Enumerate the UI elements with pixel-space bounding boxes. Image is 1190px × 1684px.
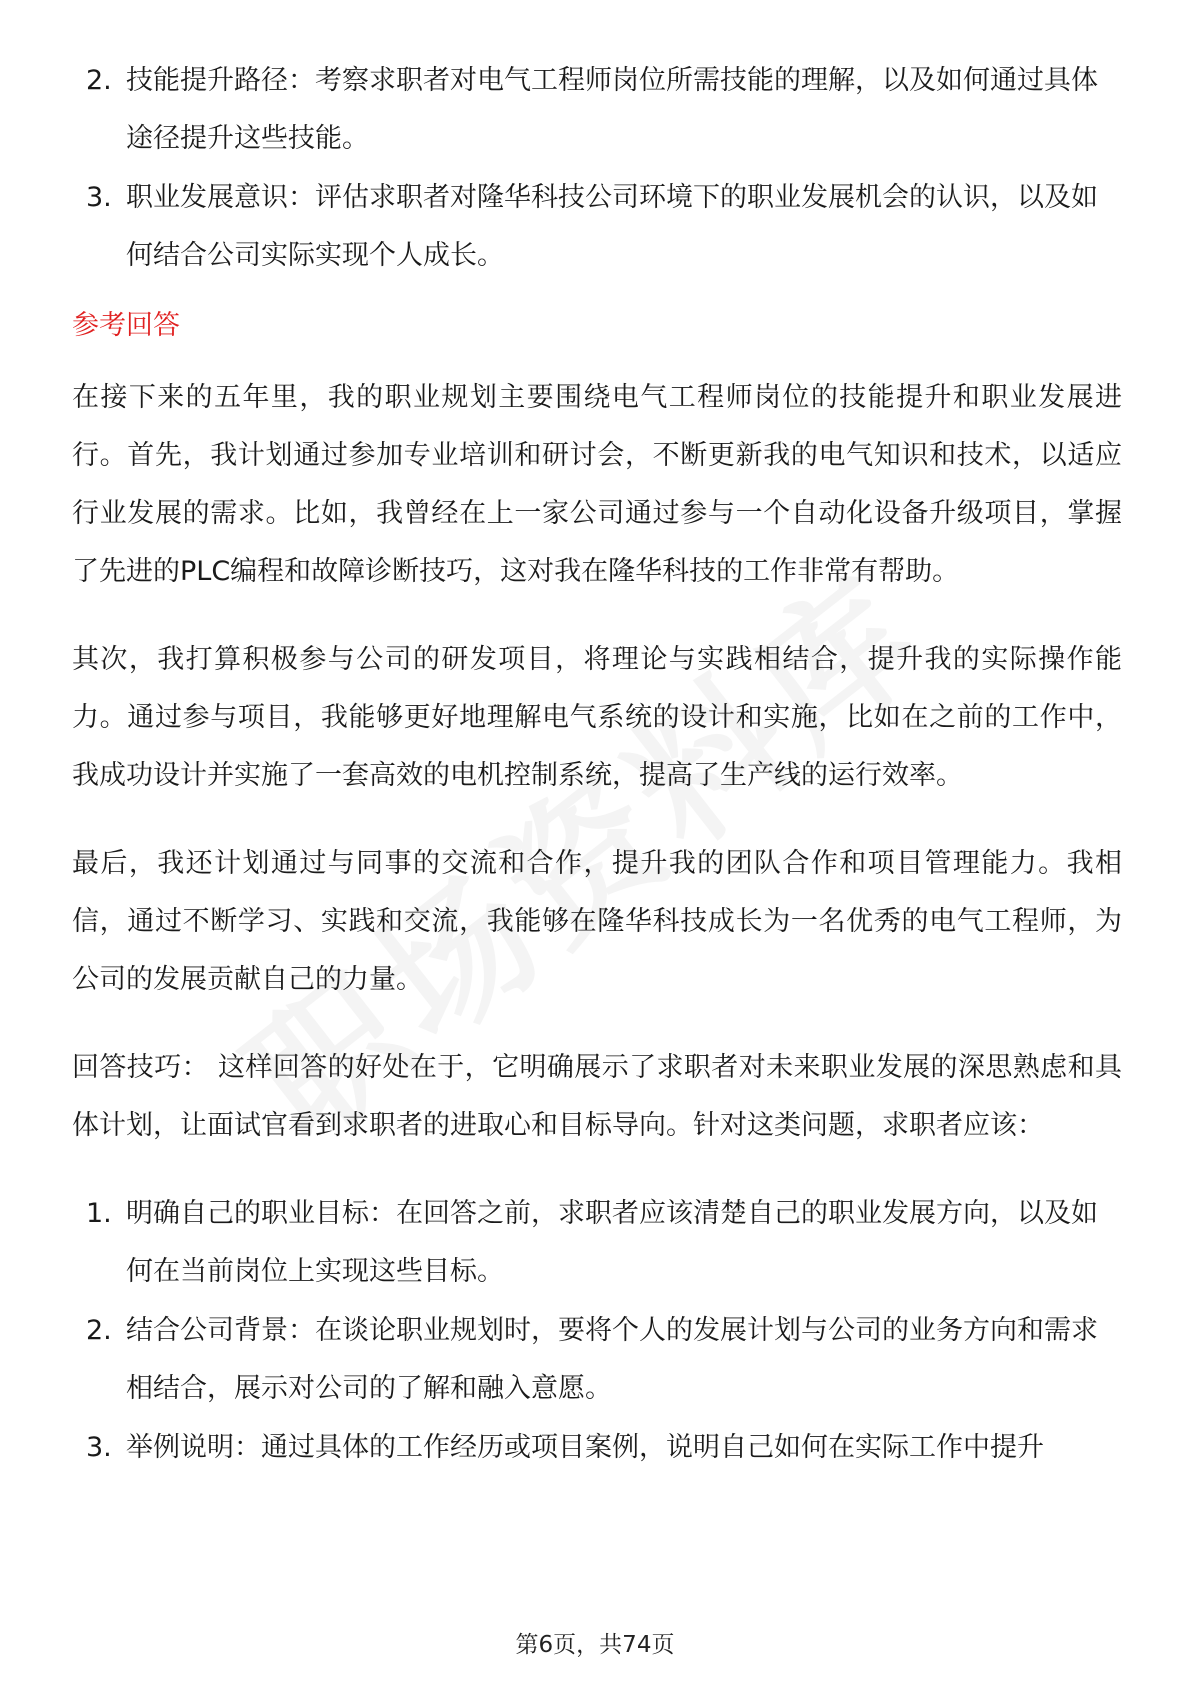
list-number: 3.	[86, 182, 112, 213]
list-text: 职业发展意识：评估求职者对隆华科技公司环境下的职业发展机会的认识，以及如何结合公司实际实现个人成长。	[126, 182, 1098, 271]
list-number: 2.	[86, 1315, 112, 1346]
top-numbered-list	[72, 52, 1122, 285]
list-item	[72, 1185, 1122, 1301]
page-footer: 第6页，共74页	[515, 1632, 675, 1658]
page-content	[72, 52, 1122, 1489]
section-title: 参考回答	[72, 310, 180, 341]
list-text: 技能提升路径：考察求职者对电气工程师岗位所需技能的理解，以及如何通过具体途径提升这些技能。	[126, 65, 1098, 154]
answer-paragraph: 在接下来的五年里，我的职业规划主要围绕电气工程师岗位的技能提升和职业发展进行。首先，我计划通过参加专业培训和研讨会，不断更新我的电气知识和技术，以适应行业发展的需求。比如，我曾经在上一家公司通过参与一个自动化设备升级项目，掌握了先进的PLC编程和故障诊断技巧，这对我在隆华科技的工作非常有帮助。	[72, 382, 1122, 587]
list-item	[72, 169, 1122, 285]
answer-paragraph: 其次，我打算积极参与公司的研发项目，将理论与实践相结合，提升我的实际操作能力。通过参与项目，我能够更好地理解电气系统的设计和实施，比如在之前的工作中，我成功设计并实施了一套高效的电机控制系统，提高了生产线的运行效率。	[72, 644, 1122, 791]
list-number: 2.	[86, 65, 112, 96]
list-item	[72, 1302, 1122, 1418]
list-number: 3.	[86, 1432, 112, 1463]
list-item	[72, 52, 1122, 168]
answer-paragraph: 最后，我还计划通过与同事的交流和合作，提升我的团队合作和项目管理能力。我相信，通过不断学习、实践和交流，我能够在隆华科技成长为一名优秀的电气工程师，为公司的发展贡献自己的力量。	[72, 848, 1122, 995]
tips-numbered-list	[72, 1185, 1122, 1477]
tips-intro-paragraph: 回答技巧： 这样回答的好处在于，它明确展示了求职者对未来职业发展的深思熟虑和具体计划，让面试官看到求职者的进取心和目标导向。针对这类问题，求职者应该：	[72, 1052, 1122, 1141]
list-text: 明确自己的职业目标：在回答之前，求职者应该清楚自己的职业发展方向，以及如何在当前岗位上实现这些目标。	[126, 1198, 1098, 1287]
list-number: 1.	[86, 1198, 112, 1229]
list-item	[72, 1419, 1122, 1477]
list-text: 结合公司背景：在谈论职业规划时，要将个人的发展计划与公司的业务方向和需求相结合，展示对公司的了解和融入意愿。	[126, 1315, 1098, 1404]
list-text: 举例说明：通过具体的工作经历或项目案例，说明自己如何在实际工作中提升	[126, 1432, 1044, 1463]
